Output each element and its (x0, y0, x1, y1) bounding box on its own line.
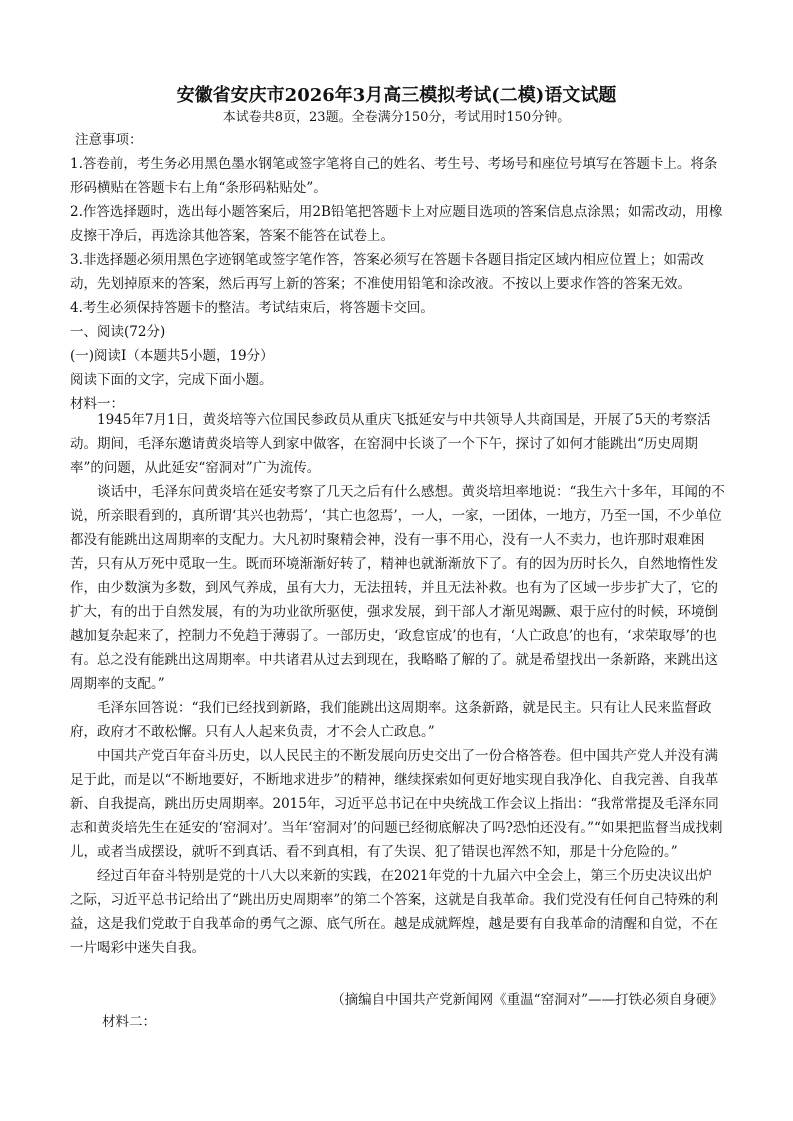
material1-paragraph: 1945年7月1日，黄炎培等六位国民参政员从重庆飞抵延安与中共领导人共商国是，开展了5天的考察活动。期间，毛泽东邀请黄炎培等人到家中做客，在窑洞中长谈了一个下午，探讨了如何才能跳出“历史周期率”的问题，从此延安“窑洞对”广为流传。 (70, 412, 711, 476)
section-part-heading: 一、阅读(72分) (70, 324, 166, 340)
notes-section (70, 128, 725, 416)
section-sub-heading: (一)阅读Ⅰ（本题共5小题，19分） (70, 348, 274, 364)
note-item: 3.非选择题必须用黑色字迹钢笔或签字笔作答，答案必须写在答题卡各题目指定区域内相应位置上；如需改动，先划掉原来的答案，然后再写上新的答案；不准使用铅笔和涂改液。不按以上要求作答的答案无效。 (70, 252, 704, 292)
note-item: 2.作答选择题时，选出每小题答案后，用2B铅笔把答题卡上对应题目选项的答案信息点涂黑；如需改动，用橡皮擦干净后，再选涂其他答案，答案不能答在试卷上。 (70, 204, 723, 244)
material1-paragraph: 经过百年奋斗特别是党的十八大以来新的实践，在2021年党的十九届六中全会上，第三个历史决议出炉之际，习近平总书记给出了“跳出历史周期率”的第二个答案，这就是自我革命。我们党没有任何自己特殊的利益，这是我们党敢于自我革命的勇气之源、底气所在。越是成就辉煌，越是要有自我革命的清醒和自觉，不在一片喝彩中迷失自我。 (70, 868, 719, 956)
note-item: 4.考生必须保持答题卡的整洁。考试结束后，将答题卡交回。 (70, 300, 434, 316)
section-instruction: 阅读下面的文字，完成下面小题。 (70, 372, 273, 388)
notes-heading: 注意事项： (75, 132, 143, 148)
exam-title: 安徽省安庆市2026年3月高三模拟考试(二模)语文试题 (176, 85, 617, 106)
material1-source: （摘编自中国共产党新闻网《重温“窑洞对”——打铁必须自身硬》 (331, 992, 723, 1008)
material1-paragraph: 谈话中，毛泽东问黄炎培在延安考察了几天之后有什么感想。黄炎培坦率地说：“我生六十多年，耳闻的不说，所亲眼看到的，真所谓‘其兴也勃焉’，‘其亡也忽焉’，一人，一家，一团体，一地方，乃至一国，不少单位都没有能跳出这周期率的支配力。大凡初时聚精会神，没有一事不用心，没有一人不卖力，也许那时艰难困苦，只有从万死中觅取一生。既而环境渐渐好转了，精神也就渐渐放下了。有的因为历时长久，自然地惰性发作，由少数演为多数，到风气养成，虽有大力，无法扭转，并且无法补救。也有为了区域一步步扩大了，它的扩大，有的出于自然发展，有的为功业欲所驱使，强求发展，到干部人才渐见竭蹶、艰于应付的时候，环境倒越加复杂起来了，控制力不免趋于薄弱了。一部历史，‘政怠宦成’的也有，‘人亡政息’的也有，‘求荣取辱’的也有。总之没有能跳出这周期率。中共诸君从过去到现在，我略略了解的了。就是希望找出一条新路，来跳出这周期率的支配。” (70, 484, 725, 692)
material1-body (70, 408, 725, 960)
note-item: 1.答卷前，考生务必用黑色墨水钢笔或签字笔将自己的姓名、考生号、考场号和座位号填写在答题卡上。将条形码横贴在答题卡右上角“条形码粘贴处”。 (70, 156, 718, 196)
material2-label: 材料二： (102, 1014, 156, 1030)
exam-subtitle: 本试卷共8页，23题。全卷满分150分，考试用时150分钟。 (222, 110, 571, 125)
material1-paragraph: 毛泽东回答说：“我们已经找到新路，我们能跳出这周期率。这条新路，就是民主。只有让人民来监督政府，政府才不敢松懈。只有人人起来负责，才不会人亡政息。” (70, 700, 712, 740)
material1-paragraph: 中国共产党百年奋斗历史，以人民民主的不断发展向历史交出了一份合格答卷。但中国共产党人并没有满足于此，而是以“不断地要好，不断地求进步”的精神，继续探索如何更好地实现自我净化、自我完善、自我革新、自我提高，跳出历史周期率。2015年，习近平总书记在中央统战工作会议上指出：“我常常提及毛泽东同志和黄炎培先生在延安的‘窑洞对’。当年‘窑洞对’的问题已经彻底解决了吗?恐怕还没有。”“如果把监督当成找刺儿，或者当成摆设，就听不到真话、看不到真相，有了失误、犯了错误也浑然不知，那是十分危险的。” (70, 748, 723, 860)
material1-label: 材料一： (70, 396, 124, 412)
